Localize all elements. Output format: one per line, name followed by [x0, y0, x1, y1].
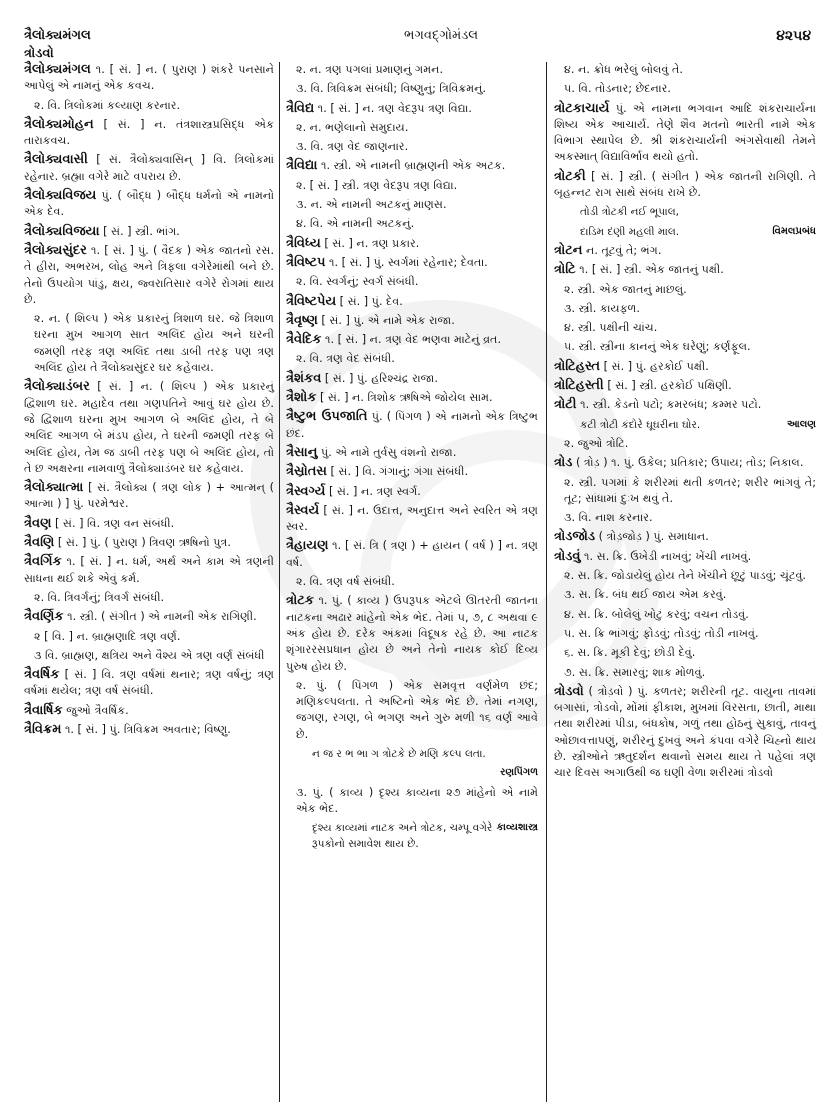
- dictionary-entry: [286, 445, 538, 461]
- entry-definition: [ સં. ] સ્ત્રી. ( સંગીત ) એક જાતની રાગિણી. તે બૃહન્નટ રાગ સાથે સંબંધ રાખે છે.: [554, 169, 816, 200]
- dictionary-entry: [24, 379, 274, 477]
- sub-sense: ૨. પું. ( પિંગળ ) એક સમવૃત્ત વર્ણમેળ છંદ; મણિકલ્પલતા. તે અષ્ટિનો એક ભેદ છે. તેમાં નગણ, જગણ, રગણ, બે ભગણ અને ગુરુ મળી ૧૬ વર્ણ આવે છે.: [296, 678, 538, 741]
- entry-definition: ૧. સ્ત્રી. એ નામની બ્રાહ્મણની એક અટક.: [317, 159, 506, 173]
- citation-source: કાવ્યશાસ્ત્ર: [496, 822, 538, 834]
- sub-sense: ૩. પું. ( કાવ્ય ) દૃશ્ય કાવ્યના ૨૭ માંહેનો એ નામે એક ભેદ.: [296, 785, 538, 815]
- dictionary-entry: [24, 554, 274, 587]
- column-divider: [279, 62, 280, 1102]
- entry-definition: ૧. [ સં. ] સ્ત્રી. એક જાતનું પક્ષી.: [575, 263, 724, 277]
- entry-definition: [ સં. ] ન. ત્રણ સ્વર્ગ.: [325, 484, 421, 498]
- dictionary-entry: [286, 332, 538, 348]
- sub-sense: ૨ [ વિ. ] ન. બ્રાહ્મણાદિ ત્રણ વર્ણ.: [34, 629, 181, 643]
- entry-definition: ૧. [ સં. ] પું. ત્રિવિક્રમ અવતાર; વિષ્ણુ.: [61, 722, 231, 736]
- sub-sense: ૨. વિ. ત્રણ વેદ સંબંધી.: [296, 352, 395, 366]
- citation-quote: [286, 820, 538, 853]
- headword: ત્રૈવિદ્યા: [286, 158, 318, 174]
- sub-sense: ૨. વિ. ત્રિવર્ગનું; ત્રિવર્ગ સંબંધી.: [34, 590, 165, 604]
- dictionary-entry: [554, 684, 816, 782]
- headword: ત્રૈવર્ષિક: [24, 667, 60, 683]
- headword: ત્રૈલોક્યવિજયા: [24, 223, 100, 239]
- entry-definition: [ સં. ] ન. ત્રણ પ્રકાર.: [320, 236, 420, 250]
- headword: ત્રૈષ્ટુભ ઉપજાતિ: [286, 409, 368, 425]
- dictionary-entry: [554, 529, 816, 545]
- headword: ત્રોટિહસ્ત: [554, 358, 601, 374]
- entry-definition: [ સં. ] ન. ઉદાત્ત, અનુદાત્ત અને સ્વરિત એ ત્રણ સ્વર.: [286, 503, 538, 534]
- page-header: [24, 28, 811, 61]
- sub-sense: ૩. સ. ક્રિ. બંધ થઈ જાય એમ કરવું.: [564, 588, 727, 602]
- headword: ત્રોટકાચાર્ય: [554, 100, 610, 116]
- entry-definition: [ સં. ત્રૈલોક્ય ( ત્રણ લોક ) + આત્મન્ ( આત્મા ) ] પું. પરમેશ્વર.: [24, 481, 274, 511]
- headword: ત્રૈવાર્ષિક: [24, 702, 63, 718]
- dictionary-entry: [554, 101, 816, 166]
- entry-definition: [ સં. ] પું. હરકોઈ પક્ષી.: [600, 359, 709, 373]
- headword: ત્રૈવર્ણિક: [24, 609, 64, 625]
- entry-definition: ( ત્રોડ઼ ) ૧. પું. ઉકેલ; પ્રતિકાર; ઉપાય; તોડ; નિકાલ.: [572, 456, 804, 470]
- sub-sense: ૭. સ. ક્રિ. સમારવું; શાક મોળવું.: [564, 665, 706, 679]
- column-middle: [286, 62, 538, 856]
- entry-definition: ૧. સ્ત્રી. કેડનો પટો; કમરબંધ; કમ્મર પટો.: [576, 398, 762, 412]
- sub-sense: ૪. ન. ક્રોધ ભરેલું બોલવું તે.: [564, 63, 683, 76]
- dictionary-entry: [286, 313, 538, 329]
- entry-definition: [ સં. ] પું. ( પુરાણ ) ત્રિવણ ઋષિનો પુત્ર.: [54, 536, 231, 550]
- entry-definition: ૧. [ સં. ] પું. સ્વર્ગમાં રહેનાર; દેવતા.: [325, 255, 488, 269]
- sub-sense: ૩. વિ. ત્રિવિક્રમ સંબંધી; વિષ્ણુનું; ત્રિવિક્રમનું.: [296, 82, 487, 96]
- dictionary-entry: [554, 455, 816, 471]
- headword: ત્રોટી: [554, 397, 577, 413]
- sub-sense: ૩. વિ. નાશ કરનાર.: [564, 511, 653, 525]
- entry-definition: જુઓ ત્રૈવર્ષિક.: [62, 703, 129, 717]
- column-left: [24, 62, 274, 741]
- entry-definition: ૧. [ સં. ] ન. ત્રણ વેદ ભણવા માટેનું વ્રત.: [321, 333, 502, 347]
- entry-definition: [ સં. ] વિ. ગંગાનું; ગંગા સંબંધી.: [326, 465, 469, 479]
- entry-definition: [ સં. ] સ્ત્રી. હરકોઈ પક્ષિણી.: [603, 379, 732, 393]
- headword: ત્રૈવિદ્ય: [286, 100, 315, 116]
- dictionary-entry: [554, 243, 816, 259]
- entry-definition: પું. ( પિંગળ ) એ નામનો એક ત્રિષ્ટુભ છંદ.: [286, 410, 538, 440]
- entry-definition: [ સં. ] પું. એ નામે એક રાજા.: [317, 313, 455, 327]
- entry-definition: ન. તૂટવું તે; ભંગ.: [582, 243, 662, 257]
- dictionary-entry: [286, 464, 538, 480]
- last-guide-word: ત્રોડવો: [24, 46, 54, 61]
- headword: ત્રૈવિક્રમ: [24, 721, 62, 737]
- sub-sense: ૫. વિ. તોડનાર; છેદનાર.: [564, 82, 671, 96]
- sub-sense: ૪. સ. ક્રિ. બોલેલું ખોટું કરવું; વચન તોડવું.: [564, 607, 749, 621]
- dictionary-entry: [24, 480, 274, 513]
- dictionary-entry: [24, 117, 274, 150]
- dictionary-entry: [24, 224, 274, 240]
- dictionary-entry: [554, 549, 816, 565]
- entry-definition: ૧. સ. ક્રિ. ઉખેડી નાખવું; ખેંચી નાખવું.: [580, 549, 752, 563]
- headword: ત્રોડવું: [554, 548, 581, 564]
- headword: ત્રોટક: [286, 593, 314, 609]
- dictionary-entry: [286, 409, 538, 442]
- dictionary-entry: [24, 516, 274, 532]
- entry-definition: ૧. [ સં. ] ન. ધર્મ, અર્થ અને કામ એ ત્રણની સાધના થઈ શકે એવું કર્મ.: [24, 555, 274, 585]
- entry-definition: ૧. [ સં. ] ન. ( પુરાણ ) શંકરે પનસાને આપેલું એ નામનું એક કવચ.: [24, 63, 274, 93]
- headword: ત્રૈસ્રોતસ: [286, 464, 327, 480]
- sub-sense: ૨. વિ. ત્રિલોકમાં કલ્યાણ કરનાર.: [34, 98, 181, 112]
- citation-text: તોડી ત્રોટકી નઈ ભૂપાલ,: [580, 206, 679, 219]
- headword: ત્રૈસાનુ: [286, 444, 318, 460]
- headword: ત્રોડવો: [554, 683, 584, 699]
- entry-definition: [ સં. ] વિ. ત્રણ વન સંબંધી.: [51, 516, 175, 530]
- citation-quote: [554, 204, 816, 220]
- citation-text: ન જ ર ભ ભા ગ ત્રોટકે છે મણિ કલ્પ લતા.: [312, 747, 486, 760]
- headword: ત્રૈવેદિક: [286, 332, 322, 348]
- entry-definition: [ સં. ] પું. હરિશ્ચંદ્ર રાજા.: [321, 371, 438, 385]
- headword: ત્રોટિહસ્તી: [554, 378, 604, 394]
- headword: ત્રૈવણિ: [24, 535, 55, 551]
- entry-definition: [ સં. ] ન. ( શિલ્પ ) એક પ્રકારનું દ્વિશાળ ઘર. મહાદેવ તથા ગણપતિને આવું ઘર હોય છે. જે દ્વિશાળ ઘરના મુખ આગળ બે અલિંદ હોય, તે બે અલિંદ આગળ બે મંડપ હોય, તે ઘરની જમણી તરફ બે અલિંદ હોય, તેમ જ ડાબી તરફ પણ બે અલિંદ હોય, તો તે છ અક્ષરના નામવાળું ત્રૈલોક્યાડંબર ઘર કહેવાય.: [24, 380, 274, 475]
- dictionary-entry: [24, 152, 274, 185]
- headword: ત્રૈલોક્યાત્મા: [24, 480, 84, 496]
- headword: ત્રૈસ્વર્ગ્ય: [286, 483, 326, 499]
- entry-definition: ૧. [ સં. ] ન. ત્રણ વેદરૂપ ત્રણ વિદ્યા.: [314, 101, 472, 115]
- dictionary-entry: [286, 294, 538, 310]
- dictionary-entry: [554, 397, 816, 413]
- dictionary-entry: [286, 503, 538, 536]
- dictionary-entry: [286, 158, 538, 174]
- entry-definition: પું. એ નામે તુર્વસુ વંશનો રાજા.: [317, 445, 457, 459]
- sub-sense: ૩ વિ. બ્રાહ્મણ, ક્ષત્રિય અને વૈશ્ય એ ત્રણ વર્ણ સંબંધી: [34, 648, 265, 662]
- headword: ત્રૈસ્વર્ય: [286, 502, 320, 518]
- headword: ત્રૈવૃષ્ણ: [286, 312, 318, 328]
- headword: ત્રોડજોડ: [554, 529, 596, 545]
- sub-sense: ૪. સ્ત્રી. પક્ષીની ચાંચ.: [564, 321, 658, 335]
- dictionary-entry: [24, 188, 274, 221]
- citation-text: કટી ત્રોટી કંદોરે ઘૂઘરીના ઘોર.: [580, 418, 701, 431]
- citation-text: દૃશ્ય કાવ્યમાં નાટક અને ત્રોટક, ચમ્પૂ વગેરે રૂપકોનો સમાવેશ થાય છે.: [312, 822, 493, 851]
- dictionary-entry: [286, 236, 538, 252]
- dictionary-entry: [554, 169, 816, 202]
- entry-definition: ( ત્રોડ઼જોડ઼ ) પું. સમાધાન.: [595, 530, 709, 544]
- citation-source: રણપિંગળ: [500, 767, 538, 779]
- page-number: ૪૨૫૪: [776, 28, 811, 44]
- first-guide-word: ત્રૈલોક્યમંગલ: [24, 28, 91, 43]
- headword: ત્રોટન: [554, 242, 583, 258]
- headword: ત્રૈલોક્યમોહન: [24, 116, 94, 132]
- dictionary-entry: [24, 62, 274, 95]
- dictionary-entry: [286, 593, 538, 674]
- headword: ત્રૈલોક્યમંગલ: [24, 62, 91, 77]
- citation-source: આલણ: [787, 418, 816, 430]
- headword: ત્રૈવિષ્ટપ: [286, 254, 326, 270]
- sub-sense: ૨. સ્ત્રી. એક જાતનું માછલું.: [564, 282, 687, 296]
- sub-sense: ૨. વિ. ત્રણ વર્ષ સંબંધી.: [296, 575, 395, 589]
- entry-definition: [ સં. ] ન. તંત્રશાસ્ત્રપ્રસિદ્ધ એક તારાકવચ.: [24, 117, 274, 148]
- headword: ત્રૈલોક્યાડંબર: [24, 379, 90, 395]
- headword: ત્રૈવિધ્ય: [286, 235, 321, 251]
- entry-definition: [ સં. ] વિ. ત્રણ વર્ષમાં થનાર; ત્રણ વર્ષનું; ત્રણ વર્ષમાં થયેલ; ત્રણ વર્ષ સંબંધી.: [24, 668, 274, 698]
- citation-source: વિમલપ્રબંધ: [772, 225, 816, 237]
- headword: ત્રૈવણ: [24, 515, 52, 531]
- column-right: [554, 62, 816, 785]
- dictionary-entry: [286, 101, 538, 117]
- citation-quote: [554, 417, 816, 433]
- dictionary-entry: [24, 722, 274, 738]
- entry-definition: ૧. સ્ત્રી. ( સંગીત ) એ નામની એક રાગિણી.: [63, 610, 257, 624]
- dictionary-entry: [554, 359, 816, 375]
- entry-definition: [ સં. ] સ્ત્રી. ભાંગ.: [99, 224, 180, 238]
- headword: ત્રૈવર્ગિક: [24, 554, 62, 570]
- headword: ત્રૈવિષ્ટપેય: [286, 293, 337, 309]
- dictionary-entry: [24, 243, 274, 308]
- headword: ત્રૈશોક: [286, 390, 317, 406]
- column-divider: [546, 62, 547, 1102]
- sub-sense: ૪. વિ. એ નામની અટકનું.: [296, 217, 415, 231]
- sub-sense: ૩. સ્ત્રી. કાયફળ.: [564, 301, 640, 315]
- sub-sense: ૨. ન. ( શિલ્પ ) એક પ્રકારનું ત્રિશાળ ઘર. જે ત્રિશાળ ઘરના મુખ આગળ સાત અલિંદ હોય અને ઘરની જમણી તરફ ત્રણ અલિંદ તથા ડાબી તરફ પણ ત્રણ અલિંદ હોય તે ત્રૈલોક્યસુંદર ઘર કહેવાય.: [34, 312, 274, 375]
- dictionary-entry: [554, 378, 816, 394]
- citation-quote: [286, 746, 538, 762]
- headword: ત્રૈલોક્યસુંદર: [24, 242, 87, 258]
- entry-definition: [ સં. ] ન. ત્રિશોક ઋષિએ જોયેલ સામ.: [316, 391, 493, 405]
- dictionary-entry: [24, 703, 274, 719]
- headword: ત્રૈલોક્યવિજય: [24, 188, 97, 204]
- sub-sense: ૨. સ્ત્રી. પગમાં કે શરીરમાં થતી કળતર; શરીર ભાંગવું તે; તૂટ; સાંધામાં દુઃખ થવું તે.: [564, 475, 816, 505]
- dictionary-entry: [286, 371, 538, 387]
- headword: ત્રૈલોક્યવાસી: [24, 152, 88, 168]
- entry-definition: [ સં. ] પું. દેવ.: [336, 294, 403, 308]
- dictionary-entry: [286, 538, 538, 571]
- sub-sense: ૫. સ. ક્રિ ભાંગવું; ફોડવું; તોડવું; તોડી નાખવું.: [564, 626, 759, 640]
- headword: ત્રોટિ: [554, 262, 576, 278]
- sub-sense: ૨. જુઓ ત્રોટિ.: [564, 436, 629, 450]
- sub-sense: ૨. ન. ત્રણ પગલાં પ્રમાણનું ગમન.: [296, 63, 444, 76]
- entry-definition: [ સં. ત્રૈલોક્યવાસિન્ ] વિ. ત્રિલોકમાં રહેનાર. બ્રહ્મા વગેરે માટે વપરાય છે.: [24, 153, 274, 183]
- dictionary-entry: [24, 535, 274, 551]
- citation-text: દાડિમ દંણી મહલી માલ.: [580, 225, 680, 238]
- sub-sense: ૨. વિ. સ્વર્ગનું; સ્વર્ગ સંબંધી.: [296, 275, 419, 289]
- headword: ત્રૈહાયણ: [286, 538, 329, 554]
- headword: ત્રોટકી: [554, 168, 586, 184]
- book-title: ભગવદ્ગોમંડલ: [404, 28, 479, 43]
- sub-sense: ૨. સ. ક્રિ. જોડાયેલું હોય તેને ખેંચીને છૂટું પાડવું; ચૂંટવું.: [564, 569, 806, 583]
- dictionary-entry: [286, 255, 538, 271]
- dictionary-entry: [554, 262, 816, 278]
- sub-sense: ૨. ન. ભણેલાનો સમુદાય.: [296, 120, 409, 134]
- entry-definition: પું. ( બૌદ્ધ ) બૌદ્ધ ધર્મનો એ નામનો એક દેવ.: [24, 189, 274, 219]
- entry-definition: ૧. પું. ( કાવ્ય ) ઉપરૂપક એટલે ઊતરતી જાતના નાટકના અઢાર માંહેનો એક ભેદ. તેમાં ૫, ૭, ૮ અથવા ૯ અંક હોય છે. દરેક અંકમાં વિદૂષક રહે છે. આ નાટક શૃંગારરસપ્રધાન હોય છે અને તેનો નાયક કોઈ દિવ્ય પુરુષ હોય છે.: [286, 594, 538, 673]
- citation-quote: [554, 224, 816, 240]
- sub-sense: ૩. વિ. ત્રણ વેદ જાણનાર.: [296, 140, 409, 154]
- entry-definition: પું. એ નામના ભગવાન આદિ શંકરાચાર્યના શિષ્ય એક આચાર્ય. તેણે શૈવ મતનો ભારતી નામે એક વિભાગ સ્થાપેલ છે. શ્રી શંકરાચાર્યની અંગસેવાથી તેમને અકસ્માત્ વિદ્યાવિર્ભાવ થયો હતો.: [554, 101, 816, 164]
- sub-sense: ૬. સ. ક્રિ. મૂકી દેવું; છોડી દેવું.: [564, 646, 696, 660]
- headword: ત્રૈશંકવ: [286, 370, 322, 386]
- sub-sense: ૫. સ્ત્રી. સ્ત્રીના કાનનું એક ઘરેણું; કર્ણફૂલ.: [564, 340, 751, 354]
- entry-definition: ૧. [ સં. ] પું. ( વૈદક ) એક જાતનો રસ. તે હીરા, અભરખ, લોહ અને ત્રિફલા વગેરેમાંથી બને છે. તેનો ઉપયોગ પાંડુ, ક્ષય, જ્વરાતિસાર વગેરે રોગમાં થાય છે.: [24, 243, 274, 306]
- dictionary-entry: [286, 484, 538, 500]
- dictionary-entry: [286, 390, 538, 406]
- dictionary-entry: [24, 609, 274, 625]
- sub-sense: ૨. [ સં. ] સ્ત્રી. ત્રણ વેદરૂપ ત્રણ વિદ્યા.: [296, 178, 458, 192]
- entry-definition: ૧. [ સં. ત્રિ ( ત્રણ ) + હાયન ( વર્ષ ) ] ન. ત્રણ વર્ષ.: [286, 539, 538, 569]
- dictionary-entry: [24, 667, 274, 700]
- entry-definition: ( ત્રોડ઼વો ) પું. કળતર; શરીરની તૂટ. વાયુના તાવમાં બગાસાં, ત્રોડવો, મોંમાં ફીકાશ, મુખમાં વિરસતા, છાતી, માથા તથા શરીરમાં પીડા, બંધકોષ, ગળું તથા હોઠનું સુકાવું, તાવનું ઓછાવત્તાપણું, શરીરનું દુખવું અને કંપવા વગેરે ચિહ્નો થાય છે. સ્ત્રીઓને ઋતુદર્શન થવાનો સમય થાય તે પહેલાં ત્રણ ચાર દિવસ અગાઉથી જ ઘણી વેળા શરીરમાં ત્રોડવો: [554, 684, 816, 780]
- headword: ત્રોડ: [554, 455, 573, 471]
- dictionary-columns: [24, 62, 814, 1102]
- sub-sense: ૩. ન. એ નામની અટકનું માણસ.: [296, 198, 447, 212]
